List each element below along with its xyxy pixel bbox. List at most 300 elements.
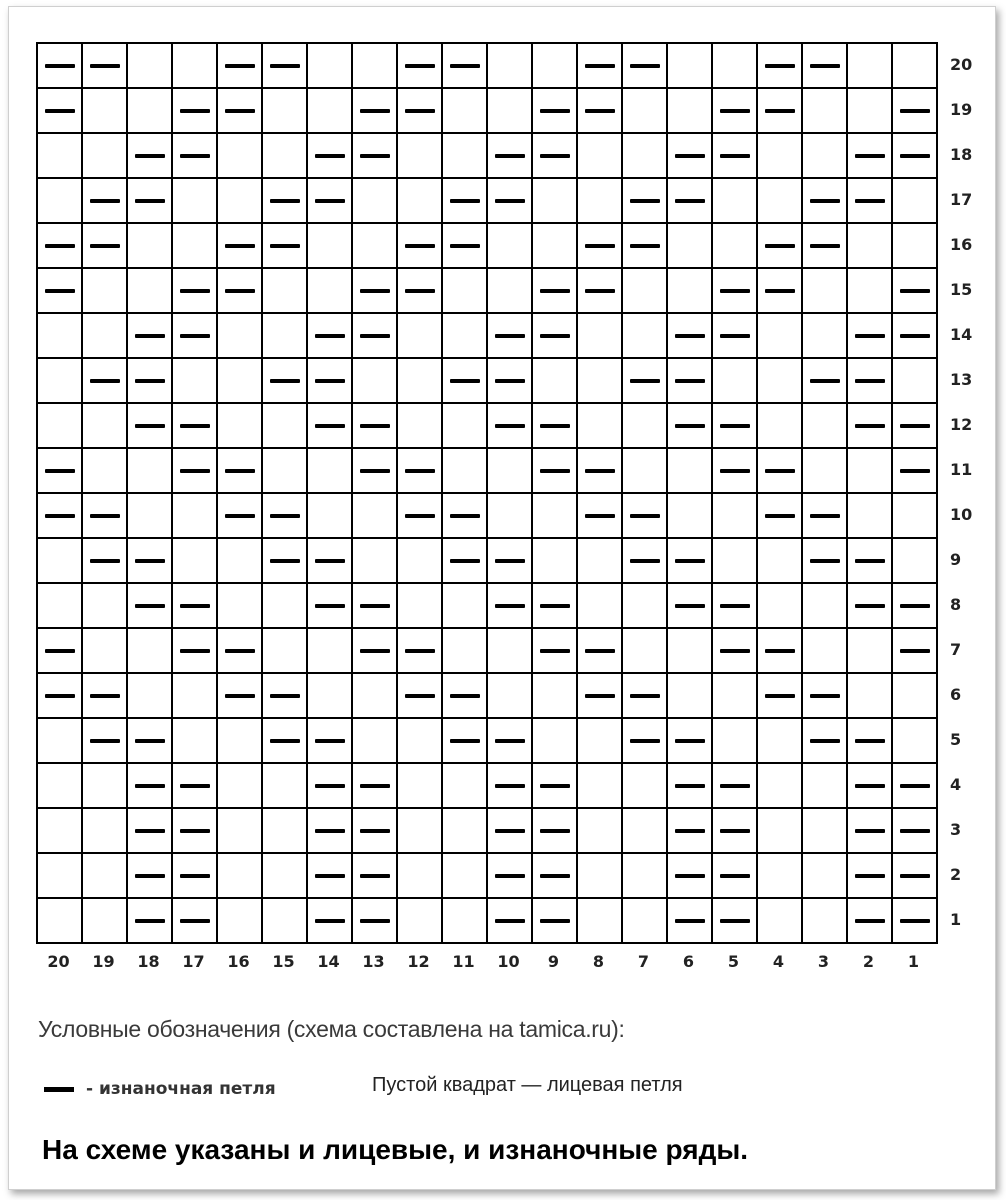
knit-cell (217, 313, 262, 358)
column-numbers (36, 952, 936, 971)
purl-cell (847, 403, 892, 448)
purl-symbol-icon (585, 109, 615, 113)
chart-row (37, 313, 937, 358)
knit-cell (667, 223, 712, 268)
purl-symbol-icon (225, 289, 255, 293)
chart-row (37, 268, 937, 313)
purl-cell (37, 223, 82, 268)
purl-cell (127, 718, 172, 763)
purl-cell (442, 538, 487, 583)
purl-symbol-icon (540, 289, 570, 293)
knit-cell (802, 268, 847, 313)
purl-cell (712, 403, 757, 448)
purl-symbol-icon (270, 514, 300, 518)
knit-cell (127, 628, 172, 673)
purl-symbol-icon (360, 919, 390, 923)
purl-cell (532, 628, 577, 673)
purl-cell (172, 448, 217, 493)
purl-cell (487, 358, 532, 403)
purl-cell (307, 808, 352, 853)
purl-cell (802, 178, 847, 223)
purl-symbol-icon (630, 379, 660, 383)
purl-cell (442, 493, 487, 538)
purl-cell (82, 673, 127, 718)
purl-cell (307, 313, 352, 358)
purl-cell (262, 673, 307, 718)
purl-cell (307, 853, 352, 898)
knit-cell (37, 853, 82, 898)
purl-cell (712, 583, 757, 628)
purl-cell (712, 898, 757, 943)
purl-symbol-icon (495, 604, 525, 608)
knit-cell (217, 538, 262, 583)
knit-cell (802, 313, 847, 358)
purl-cell (37, 628, 82, 673)
purl-symbol-icon (495, 559, 525, 563)
knit-cell (892, 358, 937, 403)
purl-cell (217, 448, 262, 493)
purl-cell (622, 538, 667, 583)
purl-cell (667, 808, 712, 853)
knit-cell (667, 268, 712, 313)
purl-cell (757, 88, 802, 133)
purl-symbol-icon (180, 919, 210, 923)
column-number: 15 (272, 952, 295, 971)
purl-symbol-icon (450, 244, 480, 248)
purl-cell (847, 853, 892, 898)
purl-symbol-icon (900, 154, 930, 158)
purl-symbol-icon (900, 649, 930, 653)
purl-symbol-icon (270, 244, 300, 248)
purl-cell (307, 403, 352, 448)
knit-cell (262, 268, 307, 313)
purl-symbol-icon (270, 199, 300, 203)
purl-symbol-icon (585, 469, 615, 473)
purl-cell (892, 448, 937, 493)
knit-cell (352, 718, 397, 763)
knit-cell (712, 673, 757, 718)
knit-cell (262, 898, 307, 943)
column-number: 6 (682, 952, 695, 971)
row-number: 7 (950, 640, 962, 659)
knit-cell (622, 268, 667, 313)
purl-symbol-icon (765, 469, 795, 473)
knit-cell (397, 718, 442, 763)
purl-cell (532, 268, 577, 313)
purl-symbol-icon (765, 649, 795, 653)
purl-symbol-icon (540, 784, 570, 788)
purl-cell (847, 178, 892, 223)
purl-cell (847, 538, 892, 583)
purl-symbol-icon (720, 424, 750, 428)
purl-symbol-icon (855, 604, 885, 608)
knit-cell (577, 178, 622, 223)
knit-cell (217, 898, 262, 943)
purl-symbol-icon (135, 604, 165, 608)
knit-cell (847, 268, 892, 313)
purl-symbol-icon (675, 199, 705, 203)
knit-cell (37, 763, 82, 808)
purl-cell (892, 133, 937, 178)
purl-symbol-icon (315, 919, 345, 923)
purl-symbol-icon (585, 64, 615, 68)
knit-cell (802, 763, 847, 808)
knit-cell (622, 808, 667, 853)
column-number: 20 (47, 952, 70, 971)
purl-symbol-icon (90, 694, 120, 698)
row-number: 15 (950, 280, 973, 299)
purl-symbol-icon (765, 514, 795, 518)
knit-cell (397, 178, 442, 223)
purl-symbol-icon (315, 739, 345, 743)
purl-cell (172, 853, 217, 898)
purl-cell (667, 583, 712, 628)
knit-cell (307, 628, 352, 673)
purl-cell (847, 133, 892, 178)
row-number: 8 (950, 595, 962, 614)
knit-cell (37, 133, 82, 178)
knit-cell (757, 178, 802, 223)
chart-row (37, 898, 937, 943)
purl-cell (802, 358, 847, 403)
purl-symbol-icon (90, 379, 120, 383)
purl-symbol-icon (495, 334, 525, 338)
knit-cell (532, 358, 577, 403)
purl-symbol-icon (45, 289, 75, 293)
knit-cell (622, 583, 667, 628)
purl-cell (127, 808, 172, 853)
knit-cell (307, 223, 352, 268)
purl-symbol-icon (180, 289, 210, 293)
purl-symbol-icon (855, 784, 885, 788)
purl-cell (37, 88, 82, 133)
purl-symbol-icon (720, 874, 750, 878)
purl-symbol-icon (450, 739, 480, 743)
purl-cell (352, 133, 397, 178)
knit-cell (442, 808, 487, 853)
purl-cell (847, 718, 892, 763)
purl-symbol-icon (360, 649, 390, 653)
knit-cell (172, 493, 217, 538)
knit-cell (487, 628, 532, 673)
purl-cell (442, 43, 487, 88)
purl-cell (172, 808, 217, 853)
purl-symbol-icon (135, 919, 165, 923)
purl-symbol-icon (360, 289, 390, 293)
purl-symbol-icon (360, 154, 390, 158)
row-number: 10 (950, 505, 973, 524)
knit-cell (127, 268, 172, 313)
knit-cell (82, 628, 127, 673)
purl-cell (127, 763, 172, 808)
purl-symbol-icon (225, 109, 255, 113)
purl-cell (532, 448, 577, 493)
purl-symbol-icon (135, 874, 165, 878)
knit-cell (757, 853, 802, 898)
purl-symbol-icon (900, 604, 930, 608)
knit-cell (577, 718, 622, 763)
knit-cell (82, 133, 127, 178)
knit-cell (802, 628, 847, 673)
knit-cell (262, 583, 307, 628)
purl-symbol-icon (675, 154, 705, 158)
purl-symbol-icon (720, 604, 750, 608)
purl-symbol-icon (180, 604, 210, 608)
knit-cell (442, 88, 487, 133)
purl-cell (622, 718, 667, 763)
purl-symbol-icon (720, 919, 750, 923)
purl-cell (352, 403, 397, 448)
knit-cell (892, 178, 937, 223)
knit-cell (802, 88, 847, 133)
purl-cell (532, 403, 577, 448)
purl-symbol-icon (855, 874, 885, 878)
purl-symbol-icon (720, 334, 750, 338)
purl-symbol-icon (45, 514, 75, 518)
purl-cell (307, 178, 352, 223)
purl-cell (352, 763, 397, 808)
knit-cell (712, 718, 757, 763)
knit-cell (487, 223, 532, 268)
purl-symbol-icon (360, 784, 390, 788)
knit-cell (487, 493, 532, 538)
chart-row (37, 178, 937, 223)
purl-cell (82, 43, 127, 88)
purl-cell (532, 898, 577, 943)
knit-cell (397, 583, 442, 628)
purl-symbol-icon (180, 649, 210, 653)
purl-symbol-icon (585, 514, 615, 518)
knit-cell (37, 718, 82, 763)
purl-symbol-icon (630, 559, 660, 563)
knit-cell (532, 673, 577, 718)
purl-symbol-icon (225, 694, 255, 698)
knit-cell (892, 223, 937, 268)
purl-cell (487, 898, 532, 943)
purl-symbol-icon (315, 559, 345, 563)
purl-symbol-icon (900, 469, 930, 473)
purl-symbol-icon (405, 694, 435, 698)
purl-cell (802, 538, 847, 583)
purl-symbol-icon (405, 289, 435, 293)
knit-cell (172, 718, 217, 763)
knit-cell (82, 898, 127, 943)
purl-symbol-icon (360, 604, 390, 608)
purl-cell (127, 133, 172, 178)
purl-cell (397, 628, 442, 673)
purl-symbol-icon (765, 289, 795, 293)
legend-title: Условные обозначения (схема составлена на tamica.ru): (38, 1016, 625, 1042)
purl-symbol-icon (450, 514, 480, 518)
purl-cell (667, 133, 712, 178)
purl-symbol-icon (900, 109, 930, 113)
purl-cell (892, 583, 937, 628)
purl-cell (307, 898, 352, 943)
knit-cell (802, 898, 847, 943)
knit-cell (82, 88, 127, 133)
knit-cell (262, 808, 307, 853)
knit-cell (82, 808, 127, 853)
purl-cell (532, 808, 577, 853)
knit-cell (352, 358, 397, 403)
knit-cell (802, 448, 847, 493)
knit-cell (397, 313, 442, 358)
row-number: 3 (950, 820, 962, 839)
purl-symbol-icon (360, 829, 390, 833)
purl-symbol-icon (630, 694, 660, 698)
chart-row (37, 403, 937, 448)
purl-cell (352, 808, 397, 853)
purl-symbol-icon (855, 334, 885, 338)
knit-cell (307, 43, 352, 88)
purl-symbol-icon (495, 829, 525, 833)
purl-symbol-icon (630, 64, 660, 68)
knit-cell (172, 358, 217, 403)
purl-cell (397, 673, 442, 718)
purl-cell (262, 178, 307, 223)
purl-symbol-icon (855, 199, 885, 203)
purl-cell (37, 43, 82, 88)
purl-cell (397, 448, 442, 493)
knit-cell (487, 43, 532, 88)
column-number: 16 (227, 952, 250, 971)
purl-cell (487, 313, 532, 358)
purl-symbol-icon (135, 199, 165, 203)
knit-cell (217, 178, 262, 223)
purl-cell (442, 673, 487, 718)
knit-cell (532, 493, 577, 538)
purl-cell (712, 88, 757, 133)
purl-cell (172, 88, 217, 133)
purl-symbol-icon (45, 109, 75, 113)
knit-cell (667, 628, 712, 673)
purl-cell (667, 358, 712, 403)
knit-cell (712, 358, 757, 403)
purl-symbol-icon (585, 289, 615, 293)
purl-symbol-icon (810, 694, 840, 698)
purl-cell (352, 898, 397, 943)
row-number: 12 (950, 415, 973, 434)
purl-symbol-icon (360, 334, 390, 338)
purl-cell (532, 88, 577, 133)
purl-cell (217, 88, 262, 133)
purl-cell (532, 133, 577, 178)
purl-symbol-icon (405, 244, 435, 248)
purl-cell (442, 223, 487, 268)
purl-cell (532, 853, 577, 898)
knit-cell (712, 493, 757, 538)
purl-cell (82, 358, 127, 403)
purl-symbol-icon (630, 739, 660, 743)
knit-cell (847, 223, 892, 268)
knit-cell (217, 853, 262, 898)
purl-symbol-icon (900, 424, 930, 428)
knit-cell (397, 898, 442, 943)
purl-symbol-icon (675, 334, 705, 338)
chart-grid (36, 42, 938, 944)
purl-symbol-icon (495, 919, 525, 923)
row-number: 1 (950, 910, 962, 929)
knit-cell (82, 268, 127, 313)
row-number: 4 (950, 775, 962, 794)
column-number: 8 (592, 952, 605, 971)
purl-symbol-icon (720, 784, 750, 788)
purl-symbol-icon (270, 694, 300, 698)
purl-cell (352, 313, 397, 358)
chart-row (37, 493, 937, 538)
knit-cell (442, 448, 487, 493)
purl-symbol-icon (405, 109, 435, 113)
purl-cell (577, 88, 622, 133)
purl-cell (487, 808, 532, 853)
row-number: 5 (950, 730, 962, 749)
purl-cell (802, 673, 847, 718)
purl-cell (622, 43, 667, 88)
knit-cell (397, 763, 442, 808)
purl-cell (892, 88, 937, 133)
purl-symbol-icon (90, 64, 120, 68)
purl-cell (487, 718, 532, 763)
column-number: 12 (407, 952, 430, 971)
purl-cell (532, 313, 577, 358)
purl-cell (37, 268, 82, 313)
knit-cell (82, 403, 127, 448)
purl-cell (712, 268, 757, 313)
knit-cell (487, 673, 532, 718)
purl-cell (352, 448, 397, 493)
knit-cell (262, 403, 307, 448)
column-number: 17 (182, 952, 205, 971)
knit-cell (622, 763, 667, 808)
purl-cell (127, 853, 172, 898)
knit-cell (82, 448, 127, 493)
purl-symbol-icon (180, 154, 210, 158)
row-number: 11 (950, 460, 973, 479)
knit-cell (262, 763, 307, 808)
knit-cell (217, 583, 262, 628)
purl-cell (622, 178, 667, 223)
knit-cell (172, 223, 217, 268)
purl-symbol-icon (495, 784, 525, 788)
purl-symbol-icon (180, 469, 210, 473)
knit-cell (442, 898, 487, 943)
purl-symbol-icon (315, 424, 345, 428)
purl-symbol-icon (315, 784, 345, 788)
knit-cell (127, 493, 172, 538)
knit-cell (757, 133, 802, 178)
knit-cell (37, 178, 82, 223)
purl-cell (82, 223, 127, 268)
purl-symbol-icon (135, 739, 165, 743)
purl-symbol-icon (675, 829, 705, 833)
purl-cell (802, 223, 847, 268)
purl-cell (712, 133, 757, 178)
column-number: 9 (547, 952, 560, 971)
knit-cell (577, 403, 622, 448)
knit-cell (397, 853, 442, 898)
purl-cell (82, 493, 127, 538)
purl-cell (352, 88, 397, 133)
purl-symbol-icon (855, 424, 885, 428)
purl-cell (217, 628, 262, 673)
purl-symbol-icon (90, 559, 120, 563)
purl-symbol-icon (180, 424, 210, 428)
chart-row (37, 223, 937, 268)
purl-cell (82, 718, 127, 763)
purl-symbol-icon (315, 334, 345, 338)
knit-cell (307, 493, 352, 538)
knit-cell (37, 898, 82, 943)
